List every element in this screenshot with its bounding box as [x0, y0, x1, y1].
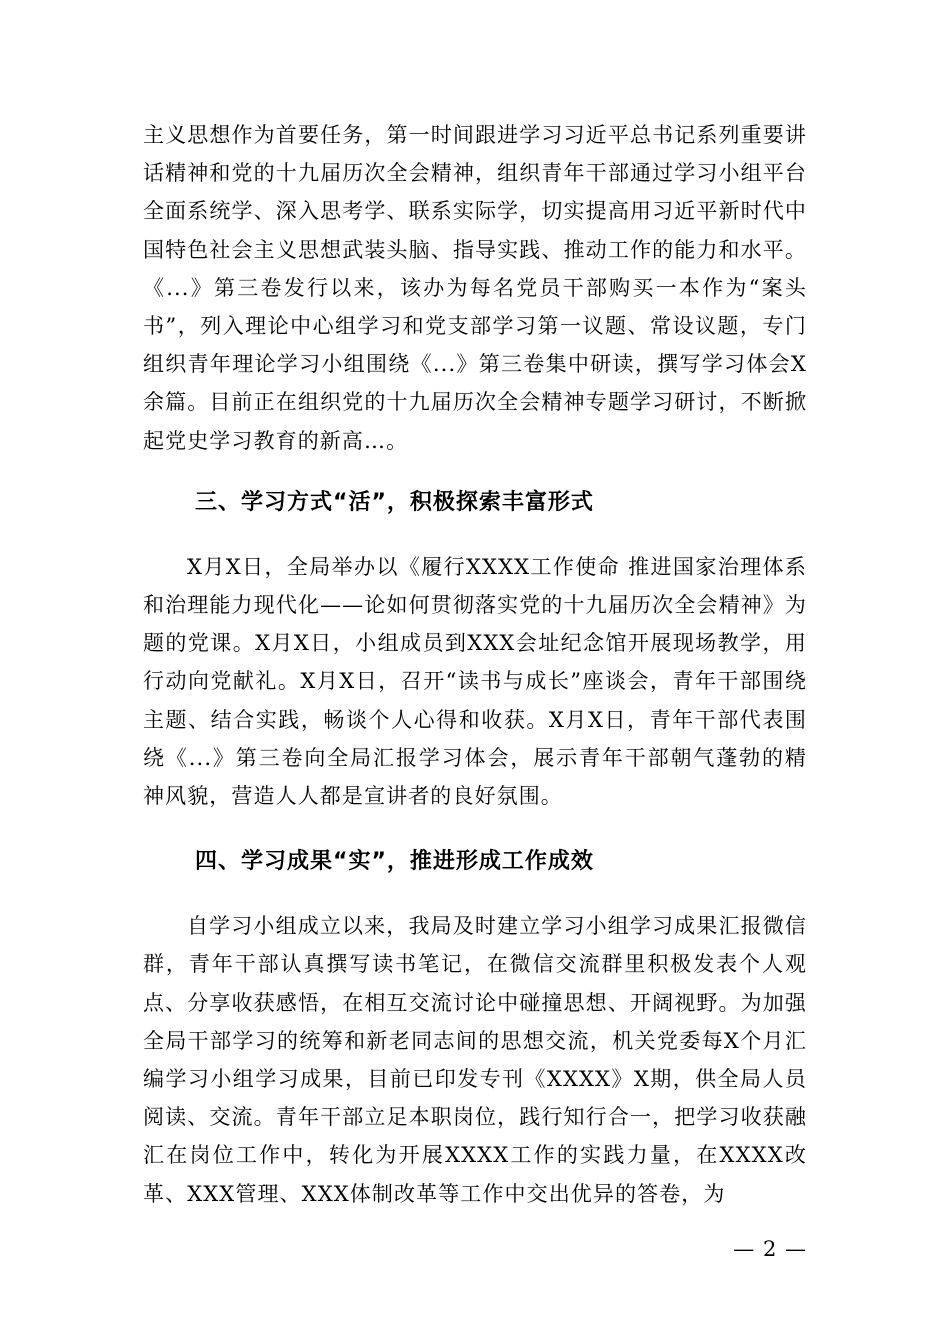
page-number: — 2 — [733, 1237, 807, 1261]
section-heading-4: 四、学习成果“实”，推进形成工作成效 [195, 849, 594, 875]
document-body [143, 116, 807, 1213]
section-heading-3: 三、学习方式“活”，积极探索丰富形式 [195, 489, 594, 515]
paragraph-continuation: 主义思想作为首要任务，第一时间跟进学习习近平总书记系列重要讲话精神和党的十九届历次全会精神，组织青年干部通过学习小组平台全面系统学、深入思考学、联系实际学，切实提高用习近平新时代中国特色社会主义思想武装头脑、指导实践、推动工作的能力和水平。《...》第三卷发行以来，该办为每名党员干部购买一本作为“案头书”，列入理论中心组学习和党支部学习第一议题、常设议题，专门组织青年理论学习小组围绕《...》第三卷集中研读，撰写学习体会X余篇。目前正在组织党的十九届历次全会精神专题学习研讨，不断掀起党史学习教育的新高…。 [143, 123, 807, 453]
paragraph-section-4: 自学习小组成立以来，我局及时建立学习小组学习成果汇报微信群，青年干部认真撰写读书笔记，在微信交流群里积极发表个人观点、分享收获感悟，在相互交流讨论中碰撞思想、开阔视野。为加强全局干部学习的统筹和新老同志间的思想交流，机关党委每X个月汇编学习小组学习成果，目前已印发专刊《XXXX》X期，供全局人员阅读、交流。青年干部立足本职岗位，践行知行合一，把学习收获融汇在岗位工作中，转化为开展XXXX工作的实践力量，在XXXX改革、XXX管理、XXX体制改革等工作中交出优异的答卷，为 [143, 914, 807, 1206]
paragraph-section-3: X月X日，全局举办以《履行XXXX工作使命 推进国家治理体系和治理能力现代化——论如何贯彻落实党的十九届历次全会精神》为题的党课。X月X日，小组成员到XXX会址纪念馆开展现场教学，用行动向党献礼。X月X日，召开“读书与成长”座谈会，青年干部围绕主题、结合实践，畅谈个人心得和收获。X月X日，青年干部代表围绕《...》第三卷向全局汇报学习体会，展示青年干部朝气蓬勃的精神风貌，营造人人都是宣讲者的良好氛围。 [143, 554, 807, 809]
